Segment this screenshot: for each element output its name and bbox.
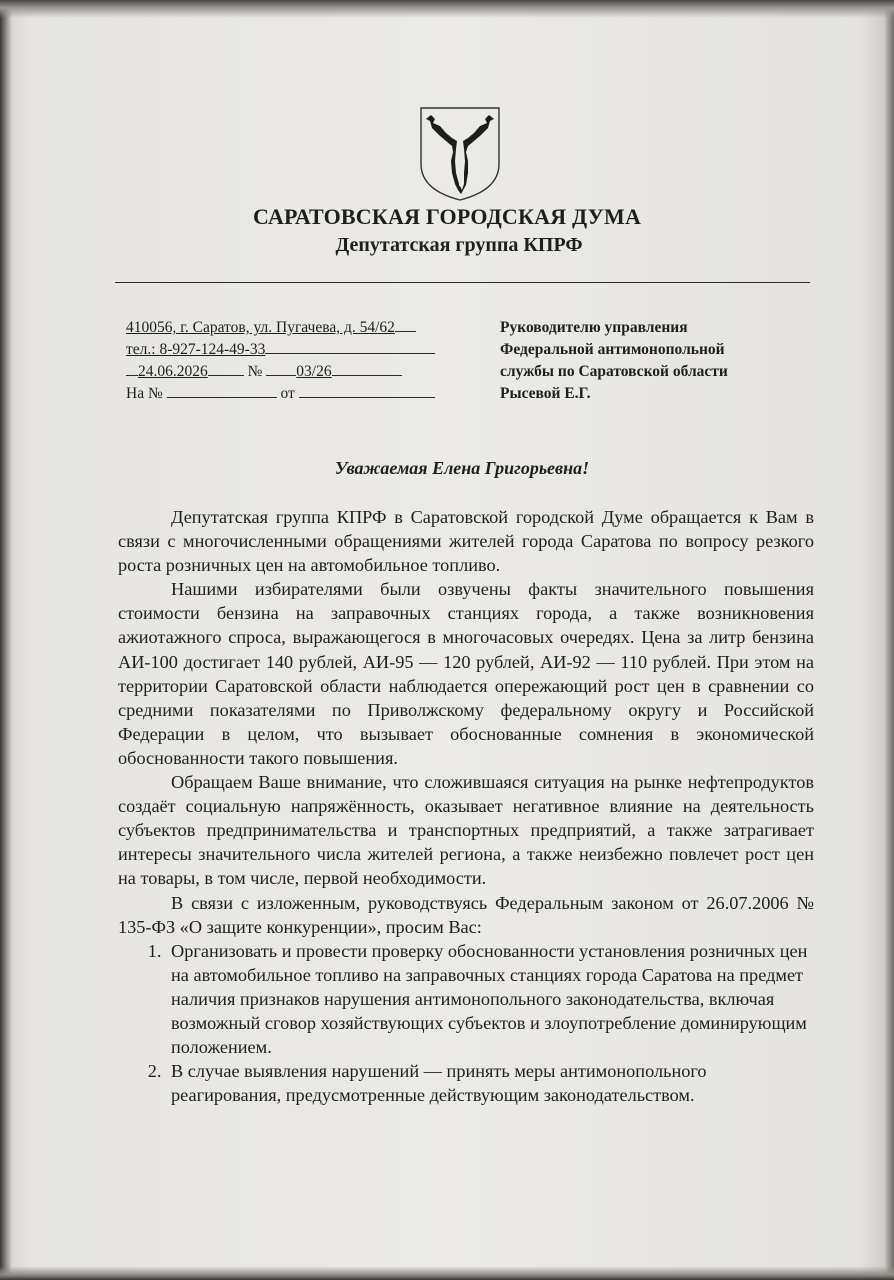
- body-paragraph: Обращаем Ваше внимание, что сложившаяся ситуация на рынке нефтепродуктов создаёт социальную напряжённость, оказывает негативное влияние на деятельность субъектов предпринимательства и транспортных предприятий, а также затрагивает интересы значительного числа жителей региона, а также неизбежно повлечет рост цен на товары, в том числе, первой необходимости.: [118, 772, 814, 889]
- request-list: [118, 939, 814, 1108]
- header-divider: [115, 282, 810, 283]
- address-line: [126, 317, 456, 339]
- deputy-group-name: Депутатская группа КПРФ: [335, 234, 583, 256]
- reply-number-label: На №: [126, 385, 163, 402]
- body-paragraph: Депутатская группа КПРФ в Саратовской городской Думе обращается к Вам в связи с многочисленными обращениями жителей города Саратова по вопросу резкого роста розничных цен на автомобильное топливо.: [118, 507, 814, 576]
- letter-body: [118, 505, 814, 1107]
- letter-date: 24.06.2026: [138, 363, 208, 380]
- reply-reference-line: [126, 383, 456, 405]
- reply-from-label: от: [280, 385, 295, 402]
- saratov-coat-of-arms-icon: [418, 106, 502, 202]
- sender-phone: тел.: 8-927-124-49-33: [126, 341, 266, 358]
- body-paragraph: Нашими избирателями были озвучены факты значительного повышения стоимости бензина на заправочных станциях города, а также возникновения ажиотажного спроса, выражающегося в многочасовых очередях. Цена за литр бензина АИ-100 достигает 140 рублей, АИ-95 — 120 рублей, АИ-92 — 110 рублей. При этом на территории Саратовской области наблюдается опережающий рост цен в сравнении со средними показателями по Приволжскому федеральному округу и Российской Федерации в целом, что вызывает обоснованные сомнения в экономической обоснованности такого повышения.: [118, 579, 814, 768]
- sender-requisites: [126, 317, 456, 405]
- addressee-line: Руководителю управления: [500, 319, 688, 336]
- addressee-line: Рысевой Е.Г.: [500, 385, 591, 402]
- organization-name: САРАТОВСКАЯ ГОРОДСКАЯ ДУМА: [252, 204, 642, 229]
- addressee-block: [500, 317, 790, 405]
- sender-address: 410056, г. Саратов, ул. Пугачева, д. 54/62: [126, 319, 395, 336]
- body-paragraph: В связи с изложенным, руководствуясь Федеральным законом от 26.07.2006 № 135-ФЗ «О защите конкуренции», просим Вас:: [118, 892, 814, 937]
- addressee-line: Федеральной антимонопольной: [500, 341, 725, 358]
- addressee-line: службы по Саратовской области: [500, 363, 728, 380]
- date-number-line: [126, 361, 456, 383]
- phone-line: [126, 339, 456, 361]
- salutation: Уважаемая Елена Григорьевна!: [334, 458, 590, 478]
- letter-number: 03/26: [296, 363, 332, 380]
- request-item: 2. В случае выявления нарушений — принять меры антимонопольного реагирования, предусмотренные действующим законодательством.: [166, 1059, 814, 1107]
- number-label: №: [247, 363, 263, 380]
- request-item: 1. Организовать и провести проверку обоснованности установления розничных цен на автомобильное топливо на заправочных станциях города Саратова на предмет наличия признаков нарушения антимонопольного законодательства, включая возможный сговор хозяйствующих субъектов и злоупотребление доминирующим положением.: [166, 939, 814, 1059]
